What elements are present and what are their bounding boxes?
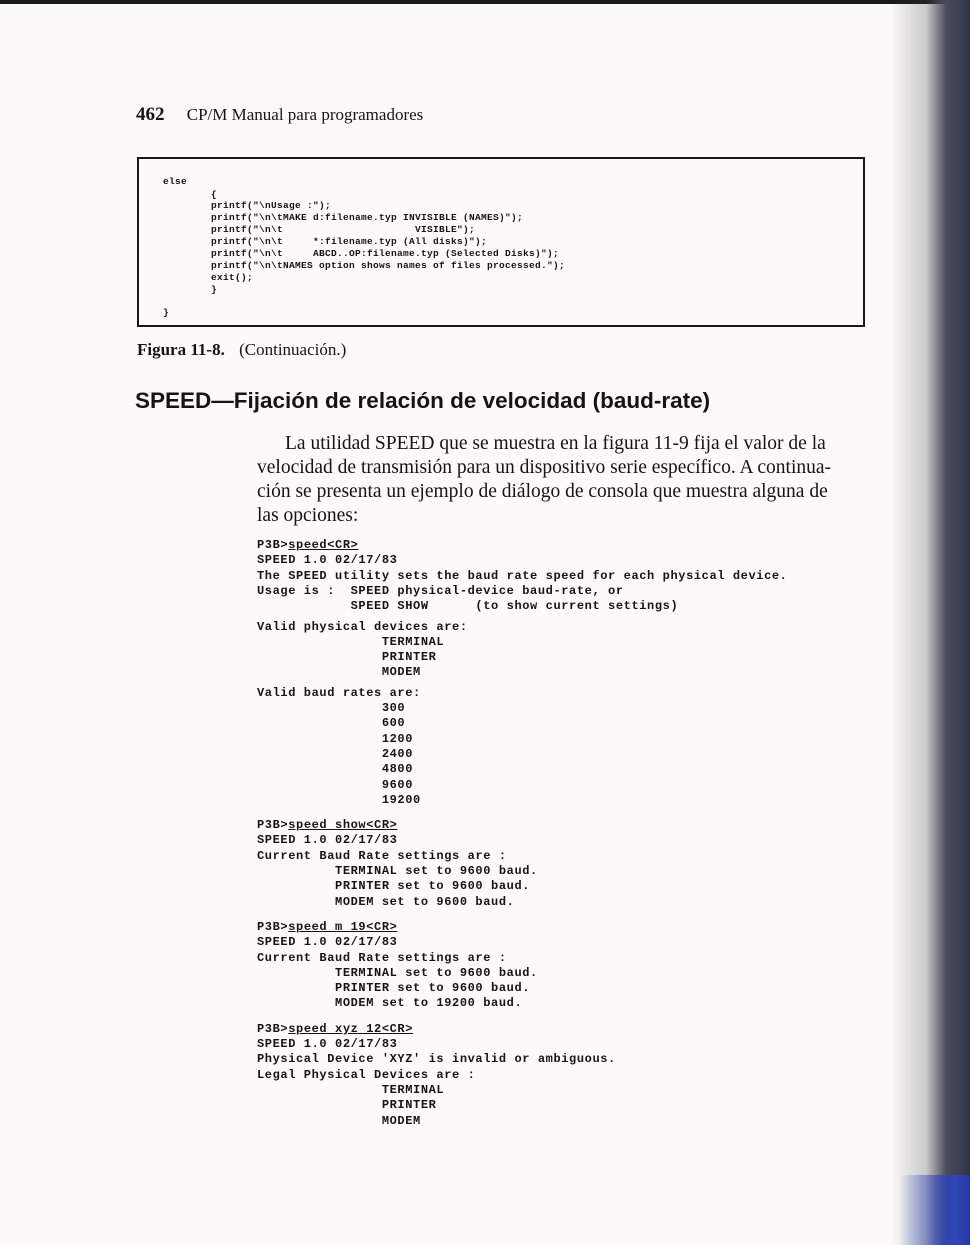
console-output-line: MODEM [257,665,421,680]
console-output-line: TERMINAL [257,634,445,649]
console-output-line: SPEED 1.0 02/17/83 [257,1037,398,1051]
figure-label: Figura 11-8. [137,340,225,359]
figure-caption [137,340,346,360]
console-output-line: PRINTER set to 9600 baud. [257,981,531,996]
body-line: las opciones: [257,505,359,526]
console-output-line: PRINTER set to 9600 baud. [257,879,531,894]
code-line: printf("\n\t *:filename.typ (All disks)"); [163,236,488,247]
console-output-line: SPEED 1.0 02/17/83 [257,935,398,950]
console-output-line: MODEM [257,1113,421,1128]
console-output-line: Valid physical devices are: [257,619,468,634]
console-output-line: 9600 [257,777,414,792]
console-output-line: 19200 [257,792,421,807]
page-top-edge [0,0,970,4]
console-output-line: The SPEED utility sets the baud rate speed for each physical device. [257,568,788,583]
console-output-line: 600 [257,716,406,731]
code-line: } [163,284,218,295]
console-typed-command: speed m 19<CR> [288,919,398,934]
console-prompt: P3B> [257,538,289,552]
code-line: printf("\n\tMAKE d:filename.typ INVISIBLE (NAMES)"); [163,212,524,223]
console-output-line: 2400 [257,746,414,761]
console-output-line: TERMINAL set to 9600 baud. [257,965,538,980]
page-number: 462 [136,104,165,125]
console-output-line: PRINTER [257,1098,437,1113]
code-line: { [163,189,218,200]
console-prompt: P3B> [257,1021,289,1036]
code-line: else [163,176,188,187]
console-output-line: PRINTER [257,650,437,665]
figure-caption-text: (Continuación.) [239,340,347,359]
console-typed-command: speed<CR> [288,538,359,552]
console-prompt: P3B> [257,818,289,833]
body-line: velocidad de transmisión para un dispositivo serie específico. A continua- [257,457,832,478]
console-output-line: SPEED SHOW (to show current settings) [257,599,679,614]
console-command-line [257,1022,413,1036]
console-output-line: Legal Physical Devices are : [257,1067,476,1082]
console-output-line: SPEED 1.0 02/17/83 [257,833,398,848]
code-line: printf("\nUsage :"); [163,200,332,211]
code-line: printf("\n\t VISIBLE"); [163,224,476,235]
code-line: printf("\n\tNAMES option shows names of files processed."); [163,260,566,271]
console-output-line: 4800 [257,762,414,777]
section-heading: SPEED—Fijación de relación de velocidad (baud-rate) [135,388,711,413]
console-output-line: MODEM set to 9600 baud. [257,894,515,909]
console-output-line: 300 [257,701,406,715]
book-cover-edge [900,1175,970,1245]
console-prompt: P3B> [257,919,289,934]
console-typed-command: speed xyz 12<CR> [288,1021,414,1036]
console-output-line: MODEM set to 19200 baud. [257,996,523,1011]
console-output-line: TERMINAL set to 9600 baud. [257,864,538,878]
console-command-line [257,818,397,832]
code-listing-box [137,157,865,327]
body-line: La utilidad SPEED que se muestra en la figura 11-9 fija el valor de la [285,433,826,454]
book-spine-shadow [890,0,970,1245]
console-command-line [257,920,397,934]
running-title: CP/M Manual para programadores [186,105,424,124]
body-paragraph [257,432,875,528]
code-line: exit(); [163,272,254,283]
code-line: printf("\n\t ABCD..OP:filename.typ (Selected Disks)"); [163,248,560,259]
console-output-line: Current Baud Rate settings are : [257,848,507,863]
console-output-line: Valid baud rates are: [257,685,421,700]
console-output-line: Current Baud Rate settings are : [257,950,507,965]
console-output-line: Physical Device 'XYZ' is invalid or ambiguous. [257,1052,616,1067]
console-command-line [257,538,358,552]
console-output-line: 1200 [257,731,414,746]
console-output-line: TERMINAL [257,1082,445,1097]
running-header [136,104,423,126]
console-output-line: SPEED 1.0 02/17/83 [257,553,398,568]
console-output-line: Usage is : SPEED physical-device baud-rate, or [257,583,624,598]
console-typed-command: speed show<CR> [288,818,398,833]
body-line: ción se presenta un ejemplo de diálogo de consola que muestra alguna de [257,481,828,502]
code-line: } [163,307,170,318]
